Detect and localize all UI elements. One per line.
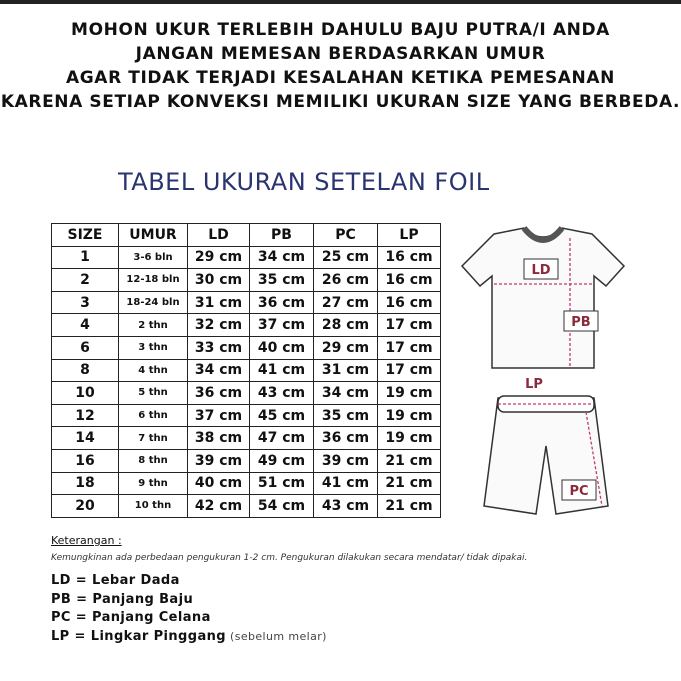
cell-ld: 30 cm (188, 269, 250, 292)
abbreviation-legend (51, 572, 576, 646)
legend-text: LP = Lingkar Pinggang (51, 628, 226, 644)
cell-pb: 47 cm (250, 427, 314, 450)
cell-size: 1 (52, 246, 119, 269)
notice-block (0, 18, 681, 114)
size-table (51, 223, 441, 518)
notes-heading: Keterangan : (51, 534, 122, 547)
cell-ld: 29 cm (188, 246, 250, 269)
table-row (52, 246, 441, 269)
cell-lp: 19 cm (378, 382, 441, 405)
cell-umur: 2 thn (119, 314, 188, 337)
cell-ld: 33 cm (188, 336, 250, 359)
cell-size: 10 (52, 382, 119, 405)
cell-pb: 40 cm (250, 336, 314, 359)
legend-item (51, 628, 576, 647)
legend-item (51, 591, 576, 610)
cell-ld: 37 cm (188, 404, 250, 427)
cell-ld: 42 cm (188, 495, 250, 518)
header-ld: LD (188, 224, 250, 247)
table-row (52, 359, 441, 382)
cell-lp: 19 cm (378, 404, 441, 427)
table-row (52, 382, 441, 405)
table-row (52, 495, 441, 518)
cell-pb: 43 cm (250, 382, 314, 405)
shirt-outline (462, 228, 624, 368)
ld-label: LD (531, 263, 551, 278)
notes-section (51, 534, 576, 646)
cell-ld: 39 cm (188, 449, 250, 472)
notice-line-4: KARENA SETIAP KONVEKSI MEMILIKI UKURAN SIZE YANG BERBEDA. (0, 92, 681, 112)
cell-size: 3 (52, 291, 119, 314)
legend-suffix: (sebelum melar) (230, 629, 327, 643)
cell-pc: 31 cm (314, 359, 378, 382)
cell-pc: 29 cm (314, 336, 378, 359)
cell-umur: 7 thn (119, 427, 188, 450)
cell-ld: 31 cm (188, 291, 250, 314)
cell-pc: 34 cm (314, 382, 378, 405)
table-row (52, 449, 441, 472)
cell-pb: 51 cm (250, 472, 314, 495)
cell-umur: 18-24 bln (119, 291, 188, 314)
table-header-row (52, 224, 441, 247)
cell-umur: 10 thn (119, 495, 188, 518)
header-umur: UMUR (119, 224, 188, 247)
cell-lp: 16 cm (378, 269, 441, 292)
cell-size: 8 (52, 359, 119, 382)
cell-pc: 41 cm (314, 472, 378, 495)
cell-pc: 26 cm (314, 269, 378, 292)
cell-lp: 21 cm (378, 472, 441, 495)
cell-pb: 45 cm (250, 404, 314, 427)
header-lp: LP (378, 224, 441, 247)
cell-pb: 41 cm (250, 359, 314, 382)
cell-pc: 39 cm (314, 449, 378, 472)
cell-umur: 12-18 bln (119, 269, 188, 292)
header-pc: PC (314, 224, 378, 247)
cell-ld: 38 cm (188, 427, 250, 450)
cell-size: 12 (52, 404, 119, 427)
pb-label: PB (571, 315, 591, 330)
cell-ld: 36 cm (188, 382, 250, 405)
cell-size: 14 (52, 427, 119, 450)
cell-pb: 37 cm (250, 314, 314, 337)
cell-lp: 19 cm (378, 427, 441, 450)
cell-umur: 3 thn (119, 336, 188, 359)
shorts-illustration (470, 376, 620, 526)
cell-ld: 32 cm (188, 314, 250, 337)
cell-umur: 8 thn (119, 449, 188, 472)
legend-item (51, 609, 576, 628)
cell-pc: 36 cm (314, 427, 378, 450)
cell-pb: 49 cm (250, 449, 314, 472)
cell-lp: 17 cm (378, 359, 441, 382)
cell-umur: 4 thn (119, 359, 188, 382)
cell-lp: 21 cm (378, 449, 441, 472)
cell-pb: 36 cm (250, 291, 314, 314)
cell-umur: 5 thn (119, 382, 188, 405)
cell-size: 16 (52, 449, 119, 472)
table-row (52, 472, 441, 495)
page-title: TABEL UKURAN SETELAN FOIL (118, 168, 490, 196)
table-row (52, 427, 441, 450)
cell-pc: 35 cm (314, 404, 378, 427)
cell-umur: 9 thn (119, 472, 188, 495)
cell-size: 18 (52, 472, 119, 495)
legend-text: PC = Panjang Celana (51, 610, 211, 625)
cell-lp: 21 cm (378, 495, 441, 518)
legend-text: LD = Lebar Dada (51, 573, 180, 588)
cell-pb: 54 cm (250, 495, 314, 518)
cell-size: 2 (52, 269, 119, 292)
cell-pc: 25 cm (314, 246, 378, 269)
cell-pc: 27 cm (314, 291, 378, 314)
cell-pb: 34 cm (250, 246, 314, 269)
notice-line-1: MOHON UKUR TERLEBIH DAHULU BAJU PUTRA/I ANDA (71, 20, 610, 40)
cell-size: 4 (52, 314, 119, 337)
table-row (52, 269, 441, 292)
notice-line-3: AGAR TIDAK TERJADI KESALAHAN KETIKA PEMESANAN (66, 68, 615, 88)
cell-lp: 17 cm (378, 314, 441, 337)
shirt-illustration (458, 222, 628, 372)
cell-lp: 16 cm (378, 291, 441, 314)
cell-ld: 40 cm (188, 472, 250, 495)
table-row (52, 404, 441, 427)
cell-pc: 43 cm (314, 495, 378, 518)
cell-pc: 28 cm (314, 314, 378, 337)
header-pb: PB (250, 224, 314, 247)
cell-lp: 16 cm (378, 246, 441, 269)
cell-umur: 3-6 bln (119, 246, 188, 269)
cell-ld: 34 cm (188, 359, 250, 382)
table-row (52, 291, 441, 314)
table-row (52, 336, 441, 359)
cell-size: 6 (52, 336, 119, 359)
legend-item (51, 572, 576, 591)
notice-line-2: JANGAN MEMESAN BERDASARKAN UMUR (135, 44, 546, 64)
top-border (0, 0, 681, 4)
cell-umur: 6 thn (119, 404, 188, 427)
cell-lp: 17 cm (378, 336, 441, 359)
notes-text: Kemungkinan ada perbedaan pengukuran 1-2 cm. Pengukuran dilakukan secara mendatar/ tidak dipakai. (51, 553, 528, 563)
cell-size: 20 (52, 495, 119, 518)
lp-label: LP (525, 377, 543, 392)
legend-text: PB = Panjang Baju (51, 591, 194, 607)
header-size: SIZE (52, 224, 119, 247)
table-body (52, 246, 441, 517)
table-row (52, 314, 441, 337)
cell-pb: 35 cm (250, 269, 314, 292)
pc-label: PC (569, 484, 589, 499)
